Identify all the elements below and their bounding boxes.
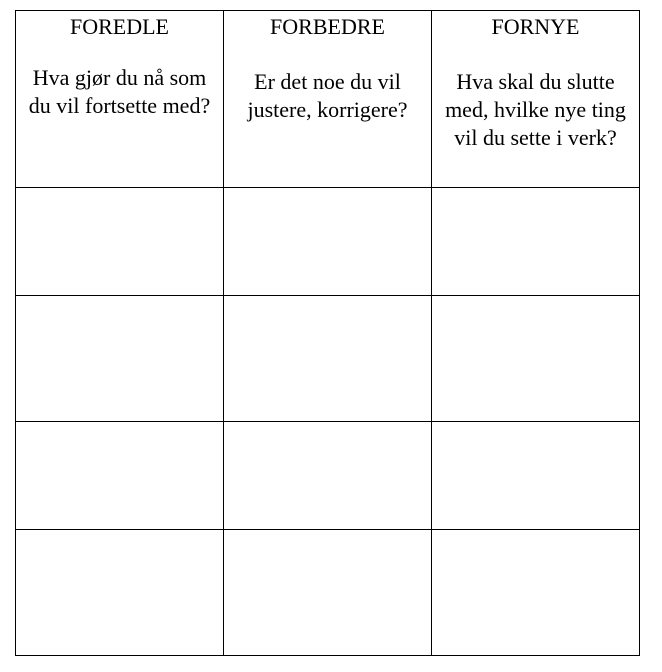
column-question: Er det noe du vil justere, korrigere? (247, 69, 408, 122)
empty-cell[interactable] (224, 530, 432, 656)
empty-cell[interactable] (224, 188, 432, 296)
empty-cell[interactable] (16, 422, 224, 530)
header-cell-fornye (432, 11, 640, 188)
header-cell-foredle (16, 11, 224, 188)
table-row (16, 296, 640, 422)
empty-cell[interactable] (16, 296, 224, 422)
empty-cell[interactable] (432, 296, 640, 422)
empty-cell[interactable] (432, 188, 640, 296)
empty-cell[interactable] (16, 188, 224, 296)
empty-cell[interactable] (224, 296, 432, 422)
reflection-table (15, 10, 640, 656)
column-question: Hva skal du slutte med, hvilke nye ting vil du sette i verk? (445, 69, 626, 150)
header-cell-forbedre (224, 11, 432, 188)
empty-cell[interactable] (224, 422, 432, 530)
empty-cell[interactable] (432, 422, 640, 530)
empty-cell[interactable] (432, 530, 640, 656)
column-question: Hva gjør du nå som du vil fortsette med? (28, 65, 211, 118)
column-title: FOREDLE (70, 14, 169, 39)
column-title: FORNYE (491, 14, 580, 39)
column-title: FORBEDRE (270, 14, 385, 39)
table-row (16, 422, 640, 530)
table-row (16, 188, 640, 296)
table-row (16, 530, 640, 656)
empty-cell[interactable] (16, 530, 224, 656)
header-row (16, 11, 640, 188)
